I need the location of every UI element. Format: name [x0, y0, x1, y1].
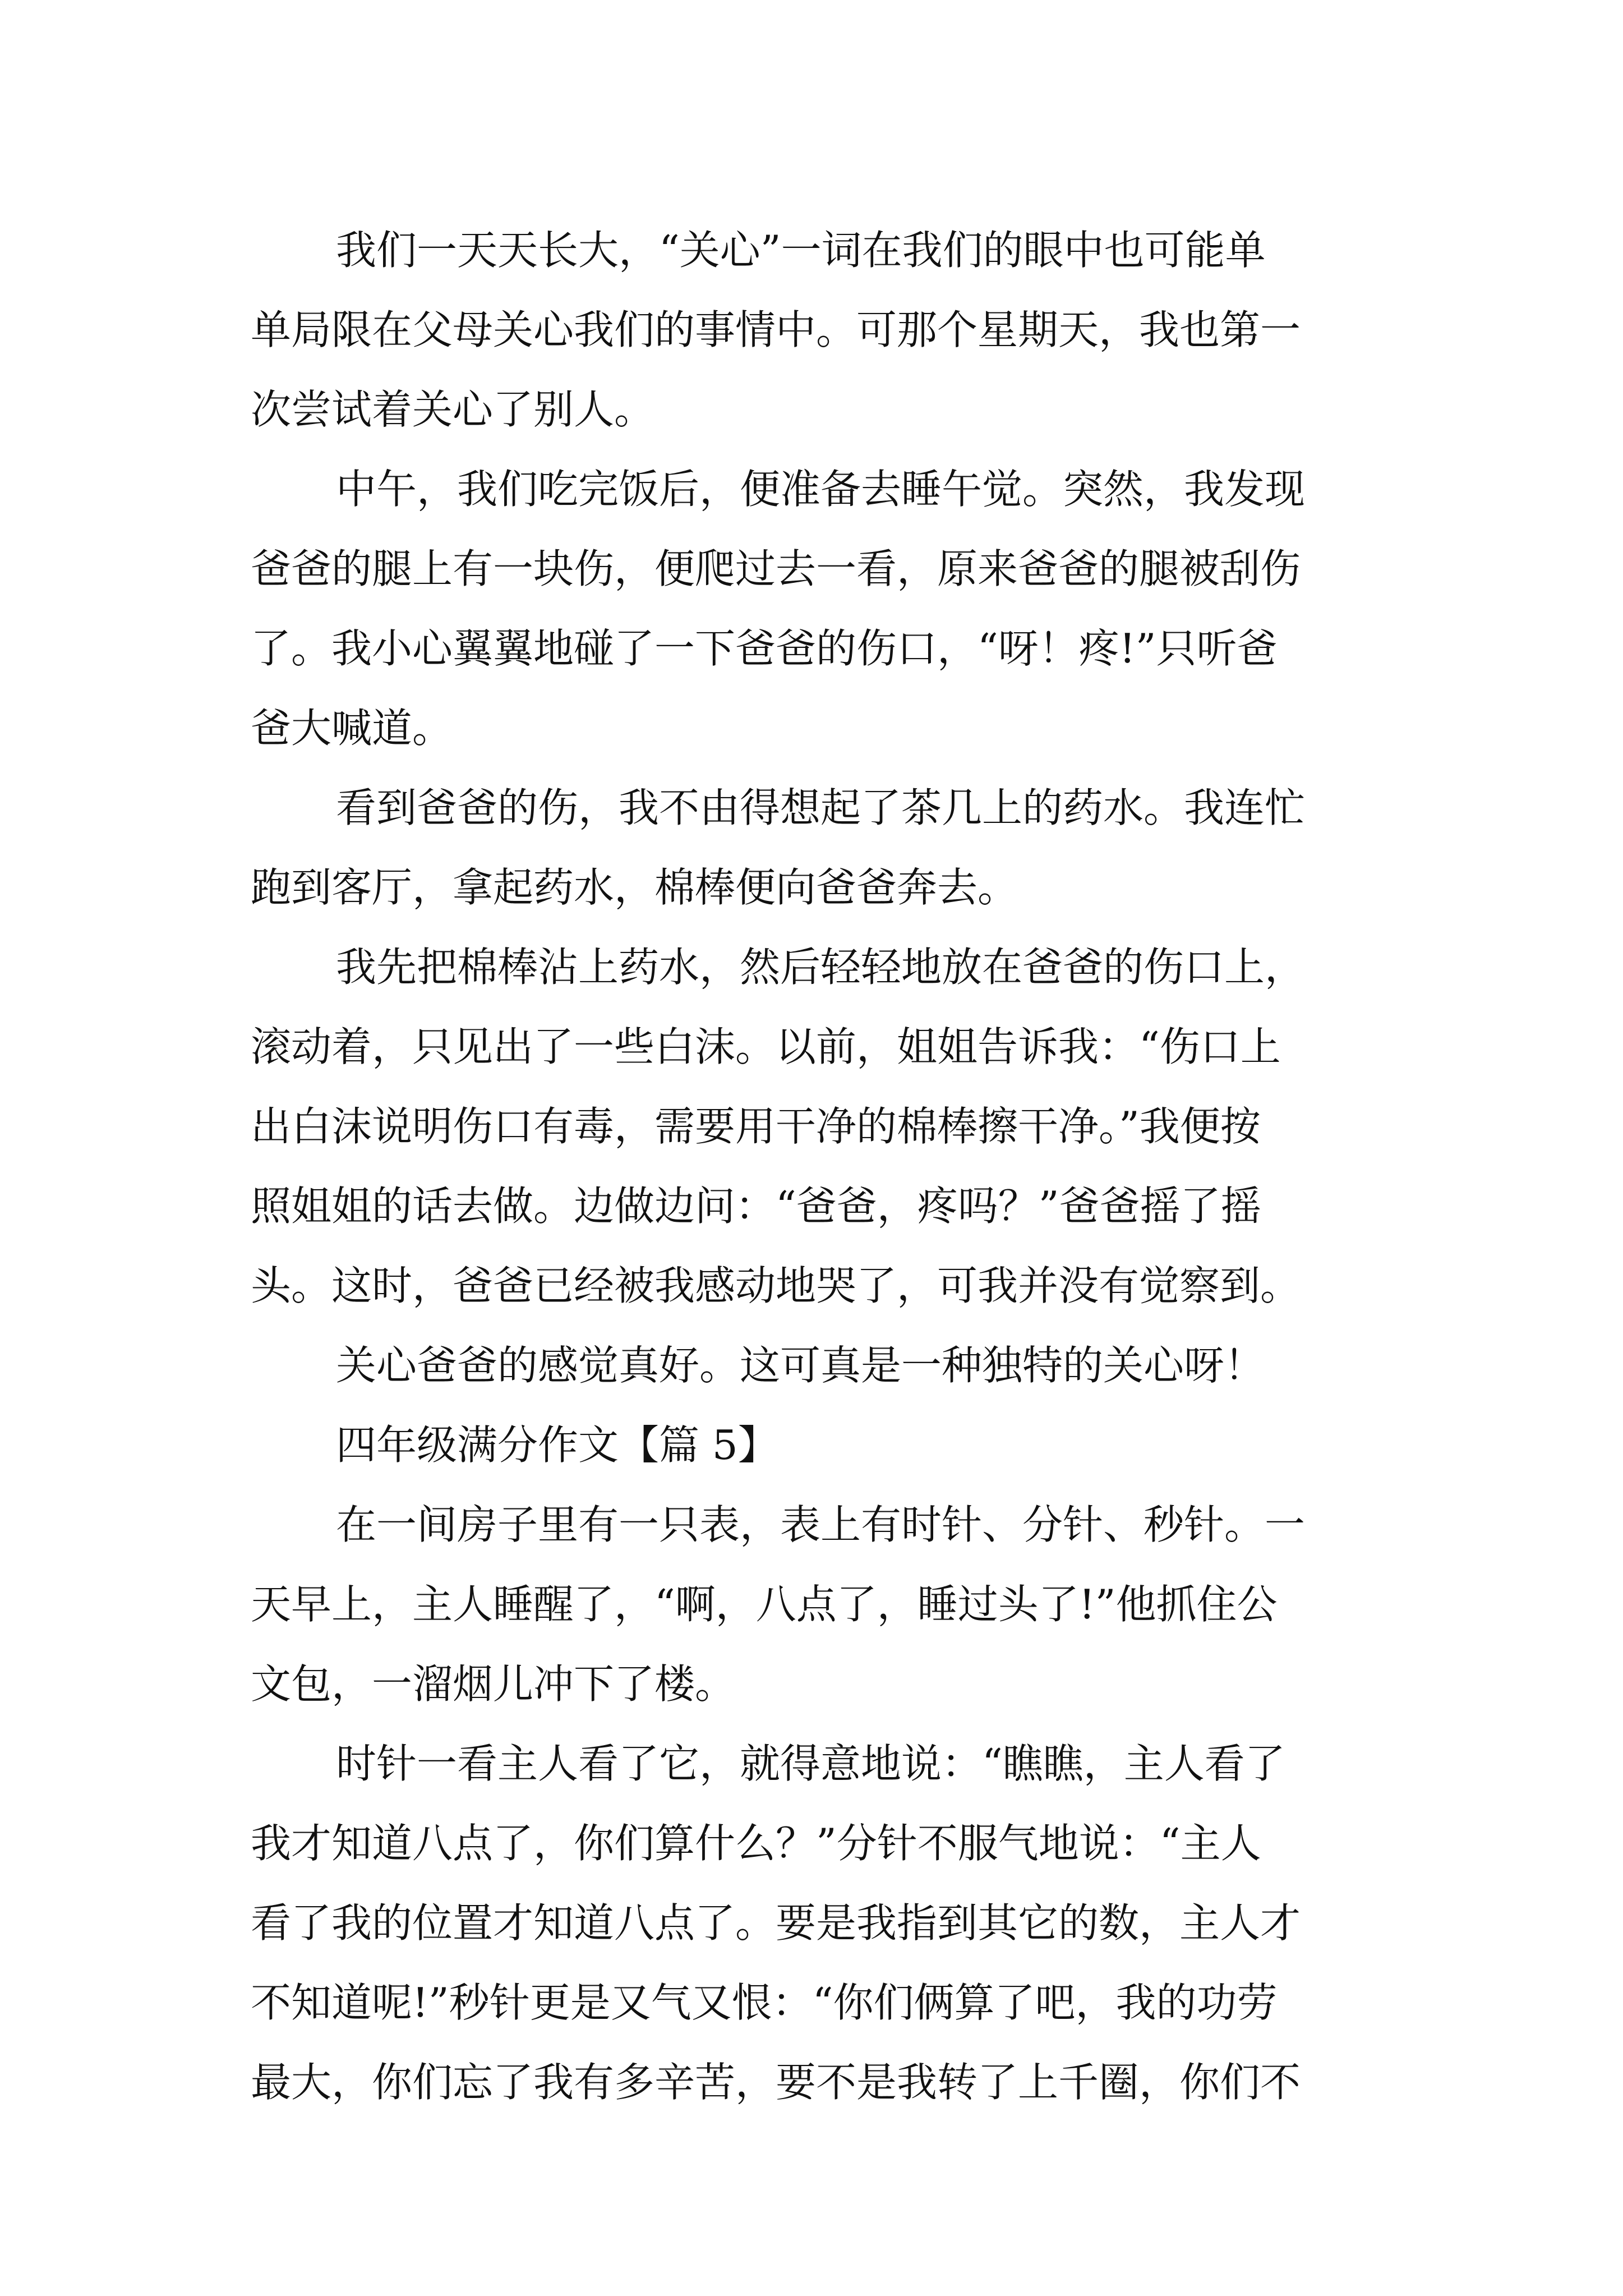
- text-line: 最大，你们忘了我有多辛苦，要不是我转了上千圈，你们不: [251, 2059, 1301, 2106]
- text-line: 出白沫说明伤口有毒，需要用干净的棉棒擦干净。”我便按: [251, 1103, 1261, 1150]
- text-line: 了。我小心翼翼地碰了一下爸爸的伤口，“呀！疼!”只听爸: [251, 625, 1278, 672]
- text-line: 照姐姐的话去做。边做边问：“爸爸，疼吗？”爸爸摇了摇: [251, 1182, 1261, 1230]
- text-line: 天早上，主人睡醒了，“啊，八点了，睡过头了!”他抓住公: [251, 1581, 1278, 1628]
- text-line: 爸大喊道。: [251, 705, 453, 752]
- text-line: 看了我的位置才知道八点了。要是我指到其它的数，主人才: [251, 1899, 1301, 1947]
- text-line: 文包，一溜烟儿冲下了楼。: [251, 1660, 736, 1708]
- text-line: 看到爸爸的伤，我不由得想起了茶几上的药水。我连忙: [336, 784, 1306, 831]
- text-line: 单局限在父母关心我们的事情中。可那个星期天，我也第一: [251, 306, 1301, 353]
- text-line: 关心爸爸的感觉真好。这可真是一种独特的关心呀！: [336, 1342, 1265, 1389]
- text-line: 爸爸的腿上有一块伤，便爬过去一看，原来爸爸的腿被刮伤: [251, 545, 1301, 592]
- text-line: 头。这时，爸爸已经被我感动地哭了，可我并没有觉察到。: [251, 1262, 1301, 1309]
- text-line: 我先把棉棒沾上药水，然后轻轻地放在爸爸的伤口上，: [336, 944, 1306, 991]
- section-heading: 四年级满分作文【篇 5】: [336, 1421, 778, 1469]
- text-line: 中午，我们吃完饭后，便准备去睡午觉。突然，我发现: [336, 466, 1306, 513]
- text-line: 跑到客厅，拿起药水，棉棒便向爸爸奔去。: [251, 864, 1018, 911]
- text-line: 时针一看主人看了它，就得意地说：“瞧瞧，主人看了: [336, 1740, 1285, 1787]
- text-line: 不知道呢!”秒针更是又气又恨：“你们俩算了吧，我的功劳: [251, 1979, 1278, 2026]
- text-line: 次尝试着关心了别人。: [251, 386, 655, 433]
- text-line: 滚动着，只见出了一些白沫。以前，姐姐告诉我：“伤口上: [251, 1023, 1281, 1070]
- text-line: 我们一天天长大，“关心”一词在我们的眼中也可能单: [336, 227, 1266, 274]
- text-line: 在一间房子里有一只表，表上有时针、分针、秒针。一: [336, 1501, 1306, 1548]
- text-line: 我才知道八点了，你们算什么？”分针不服气地说：“主人: [251, 1820, 1261, 1867]
- essay-body: [251, 210, 1400, 2122]
